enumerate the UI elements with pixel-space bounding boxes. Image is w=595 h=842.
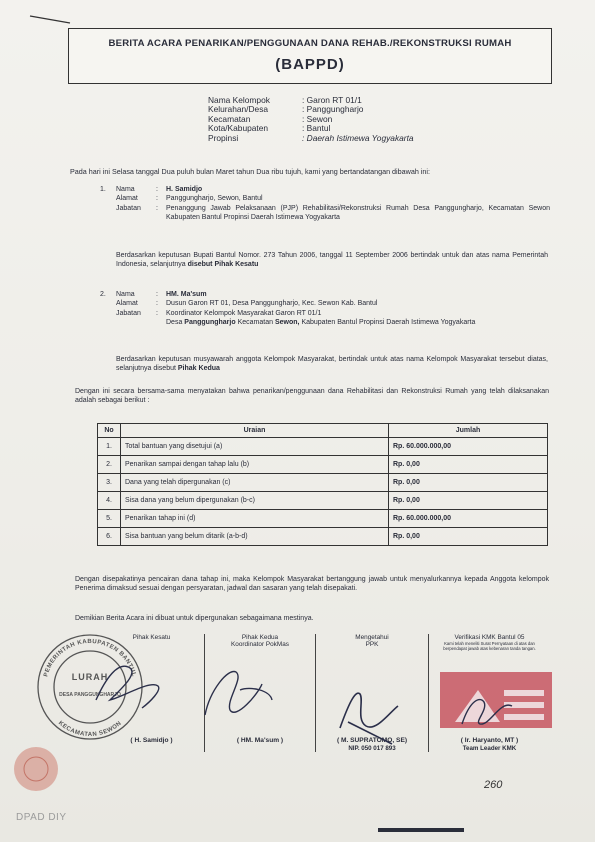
signature-block (99, 634, 550, 752)
stamp-text-bottom: KECAMATAN SEWON (57, 720, 123, 739)
party-two-basis (116, 355, 548, 374)
stamp-text-center-2: DESA PANGGUNGHARJO (59, 692, 121, 698)
row-number: 6. (98, 528, 121, 546)
row-description: Total bantuan yang disetujui (a) (121, 438, 389, 456)
position-bold: Panggungharjo (184, 319, 236, 327)
party-name: H. Samidjo (166, 186, 203, 193)
position-bold: Sewon, (274, 319, 300, 327)
document-title: BERITA ACARA PENARIKAN/PENGGUNAAN DANA REHAB./REKONSTRUKSI RUMAH (108, 38, 512, 49)
row-amount: Rp. 60.000.000,00 (389, 438, 548, 456)
column-header: Uraian (121, 424, 389, 438)
row-number: 1. (98, 438, 121, 456)
signature-caption: Pihak Kesatu (132, 634, 171, 641)
signatory-name: ( M. SUPRATOMO, SE) (336, 737, 408, 744)
title-box (68, 28, 552, 84)
row-amount: Rp. 0,00 (389, 474, 548, 492)
party-address: Dusun Garon RT 01, Desa Panggungharjo, Kec. Sewon Kab. Bantul (166, 300, 378, 308)
stamp-text-top: PEMERINTAH KABUPATEN BANTUL (43, 638, 137, 678)
signatory-name: ( Ir. Haryanto, MT ) (460, 737, 519, 744)
signature-caption: Mengetahui (355, 634, 389, 641)
intro-text: Pada hari ini Selasa tanggal Dua puluh bulan Maret tahun Dua ribu tujuh, kami yang bertandatangan dibawah ini: (70, 167, 431, 176)
table-row (98, 456, 548, 474)
row-amount: Rp. 0,00 (389, 492, 548, 510)
row-amount: Rp. 0,00 (389, 528, 548, 546)
table-row (98, 474, 548, 492)
table-row (98, 528, 548, 546)
info-value: : Bantul (302, 123, 331, 134)
signatory-detail: NIP. 050 017 893 (348, 745, 396, 752)
party-one-basis (116, 251, 548, 270)
signatory-name: ( HM. Ma'sum ) (236, 737, 284, 744)
info-value: : Daerah Istimewa Yogyakarta (302, 132, 414, 143)
field-label: Jabatan (116, 309, 141, 317)
info-value: : Panggungharjo (302, 104, 364, 115)
table-row (98, 510, 548, 528)
stamp-text-center: LURAH (71, 672, 109, 682)
row-number: 3. (98, 474, 121, 492)
signature-caption-2: Kami telah meneliti Surat Pernyataan di atas dan berpendapat jawab atas kebenaran tanda tangan. (443, 641, 536, 652)
row-description: Sisa dana yang belum dipergunakan (b-c) (121, 492, 389, 510)
signature-caption-2: Koordinator PokMas (231, 641, 289, 649)
signature-kmk (429, 634, 550, 752)
info-value: : Garon RT 01/1 (302, 95, 362, 105)
row-description: Penarikan sampai dengan tahap lalu (b) (121, 456, 389, 474)
table-row (98, 438, 548, 456)
party-position (166, 309, 550, 328)
field-label: Jabatan (116, 204, 141, 212)
party-two: 2. Nama : HM. Ma'sum Alamat : Dusun Garon RT 01, Desa Panggungharjo, Kec. Sewon Kab. Bantul Jabatan : Koordinator Kelompok Masyarakat Garon RT 01/1 Desa Panggungharjo Kecamatan Sewon, Kabupaten Bantul Propinsi Daerah Istimewa Yogyakarta (100, 290, 550, 328)
row-amount: Rp. 0,00 (389, 456, 548, 474)
field-label: Alamat (116, 300, 138, 308)
row-amount: Rp. 60.000.000,00 (389, 510, 548, 528)
position-line: Koordinator Kelompok Masyarakat Garon RT 01/1 (166, 309, 322, 317)
signature-caption: Verifikasi KMK Bantul 05 (454, 634, 525, 641)
table-row (98, 492, 548, 510)
signatory-detail: Team Leader KMK (462, 745, 517, 752)
column-header: Jumlah (389, 424, 548, 438)
signature-ppk (316, 634, 428, 752)
position-text: Kabupaten Bantul Propinsi Daerah Istimewa Yogyakarta (301, 319, 476, 327)
row-description: Penarikan tahap ini (d) (121, 510, 389, 528)
info-label: Nama Kelompok (208, 95, 270, 105)
party-one: 1. Nama : H. Samidjo Alamat : Panggungharjo, Sewon, Bantul Jabatan : Penanggung Jawab Pelaksanaan (PJP) Rehabilitasi/Rekonstruksi Rumah Desa Panggungharjo, Kecamatan Sewon Kabupaten Bantul Propinsi Daerah Istimewa Yogyakarta (100, 186, 550, 222)
document-acronym: (BAPPD) (275, 56, 345, 73)
position-text: Kecamatan (237, 319, 274, 327)
info-row (208, 134, 414, 143)
row-number: 4. (98, 492, 121, 510)
row-number: 2. (98, 456, 121, 474)
row-description: Dana yang telah dipergunakan (c) (121, 474, 389, 492)
row-number: 5. (98, 510, 121, 528)
basis-bold: disebut Pihak Kesatu (187, 261, 259, 269)
signatory-name: ( H. Samidjo ) (130, 737, 173, 744)
basis-bold: Pihak Kedua (177, 365, 220, 373)
basis-text: Berdasarkan keputusan musyawarah anggota Kelompok Masyarakat, bertindak untuk atas nama Kelompok Masyarakat tersebut diatas, selanjutnya disebut (116, 356, 548, 373)
column-header: No (98, 424, 121, 438)
signature-party-one (99, 634, 204, 752)
position-text: Desa (166, 319, 183, 327)
signature-party-two (205, 634, 315, 752)
info-label: Kecamatan (208, 113, 251, 124)
party-position: Penanggung Jawab Pelaksanaan (PJP) Rehabilitasi/Rekonstruksi Rumah Desa Panggungharjo, Kecamatan Sewon Kabupaten Bantul Propinsi Daerah Istimewa Yogyakarta (166, 204, 550, 222)
closing-text: Dengan disepakatinya pencairan dana tahap ini, maka Kelompok Masyarakat bertanggung jawab untuk menyalurkannya kepada Anggota kelompok Penerima dimaksud sesuai dengan persyaratan, jadwal dan sasaran yang telah disepakati. (75, 576, 549, 593)
page-number: 260 (484, 779, 503, 791)
party-name: HM. Ma'sum (166, 291, 207, 298)
party-address: Panggungharjo, Sewon, Bantul (166, 195, 263, 203)
info-label: Kota/Kabupaten (208, 123, 269, 134)
info-label: Kelurahan/Desa (208, 104, 269, 115)
statement-text: Dengan ini secara bersama-sama menyatakan bahwa penarikan/penggunaan dana Rehabilitasi dan Rekonstruksi Rumah yang telah dilaksanakan adalah sebagai berikut : (75, 388, 549, 405)
field-label: Nama (116, 186, 135, 193)
signature-caption: Pihak Kedua (241, 634, 279, 641)
fund-table (97, 423, 548, 546)
group-info (208, 96, 414, 143)
basis-text: Berdasarkan keputusan Bupati Bantul Nomor. 273 Tahun 2006, tanggal 11 September 2006 bertindak untuk dan atas nama Pemerintah Indonesia, selanjutnya (116, 252, 548, 269)
party-number: 1. (100, 186, 106, 193)
field-label: Alamat (116, 195, 138, 203)
info-value: : Sewon (302, 113, 333, 124)
watermark: DPAD DIY (16, 812, 67, 823)
closing-remark: Demikian Berita Acara ini dibuat untuk dipergunakan sebagaimana mestinya. (75, 615, 314, 622)
signature-caption-2: PPK (365, 641, 379, 649)
info-label: Propinsi (208, 132, 239, 143)
field-label: Nama (116, 291, 135, 298)
row-description: Sisa bantuan yang belum ditarik (a-b-d) (121, 528, 389, 546)
table-header-row (98, 424, 548, 438)
party-number: 2. (100, 291, 106, 298)
